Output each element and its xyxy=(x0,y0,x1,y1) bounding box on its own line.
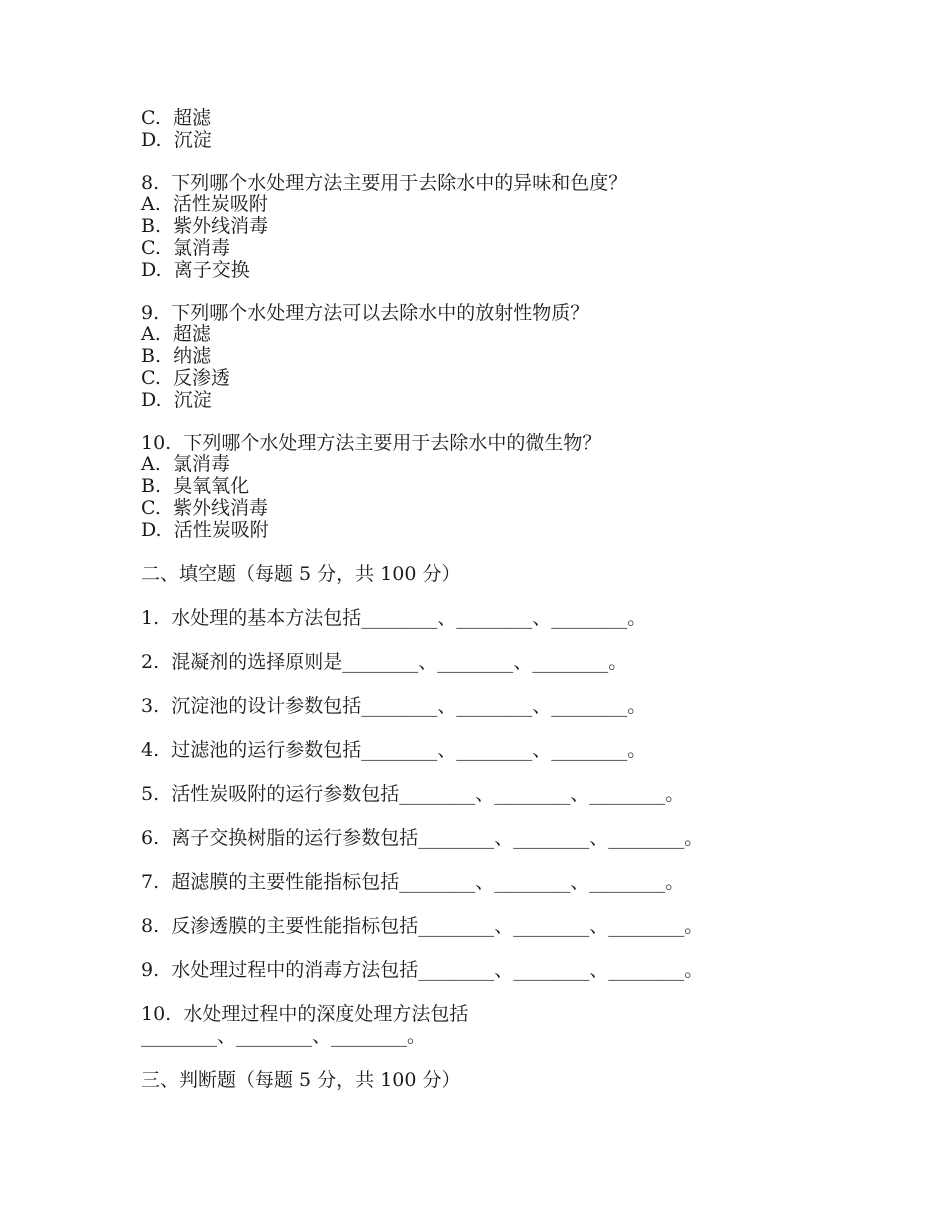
option-a: A. 氯消毒 xyxy=(141,453,230,476)
option-d: D. 离子交换 xyxy=(141,258,250,281)
fill-item-7: 7. 超滤膜的主要性能指标包括________、________、________。 xyxy=(141,870,685,893)
fill-item-5: 5. 活性炭吸附的运行参数包括________、________、________。 xyxy=(141,782,685,805)
option-b: B. 纳滤 xyxy=(141,345,212,368)
fill-item-9: 9. 水处理过程中的消毒方法包括________、________、________。 xyxy=(141,958,704,981)
option-c: C. 紫外线消毒 xyxy=(141,496,269,519)
fill-item-8: 8. 反渗透膜的主要性能指标包括________、________、________。 xyxy=(141,914,704,937)
fill-item-10: 10. 水处理过程中的深度处理方法包括________、________、________。 xyxy=(141,1002,469,1047)
option-c: C. 氯消毒 xyxy=(141,236,231,259)
question-7-options-tail xyxy=(141,108,821,152)
question-9 xyxy=(141,303,821,412)
document-page xyxy=(141,108,821,1113)
option-c: C. 反渗透 xyxy=(141,366,231,389)
fill-item-2: 2. 混凝剂的选择原则是________、________、________。 xyxy=(141,650,628,673)
fill-section-title: 二、填空题（每题 5 分，共 100 分） xyxy=(141,562,461,585)
judge-section-title: 三、判断题（每题 5 分，共 100 分） xyxy=(141,1068,461,1091)
option-c: C. 超滤 xyxy=(141,107,212,129)
question-8 xyxy=(141,173,821,282)
question-10-title: 10. 下列哪个水处理方法主要用于去除水中的微生物？ xyxy=(141,431,602,454)
question-8-title: 8. 下列哪个水处理方法主要用于去除水中的异味和色度？ xyxy=(141,171,628,194)
option-a: A. 活性炭吸附 xyxy=(141,193,268,216)
option-d: D. 沉淀 xyxy=(141,128,212,151)
question-10 xyxy=(141,433,821,542)
option-b: B. 臭氧氧化 xyxy=(141,475,250,498)
option-b: B. 紫外线消毒 xyxy=(141,215,269,238)
option-a: A. 超滤 xyxy=(141,323,211,346)
fill-item-6: 6. 离子交换树脂的运行参数包括________、________、________。 xyxy=(141,826,704,849)
fill-item-4: 4. 过滤池的运行参数包括________、________、________。 xyxy=(141,738,647,761)
option-d: D. 沉淀 xyxy=(141,388,212,411)
question-9-title: 9. 下列哪个水处理方法可以去除水中的放射性物质？ xyxy=(141,301,590,324)
option-d: D. 活性炭吸附 xyxy=(141,518,269,541)
fill-item-3: 3. 沉淀池的设计参数包括________、________、________。 xyxy=(141,694,647,717)
fill-item-1: 1. 水处理的基本方法包括________、________、________。 xyxy=(141,606,647,629)
